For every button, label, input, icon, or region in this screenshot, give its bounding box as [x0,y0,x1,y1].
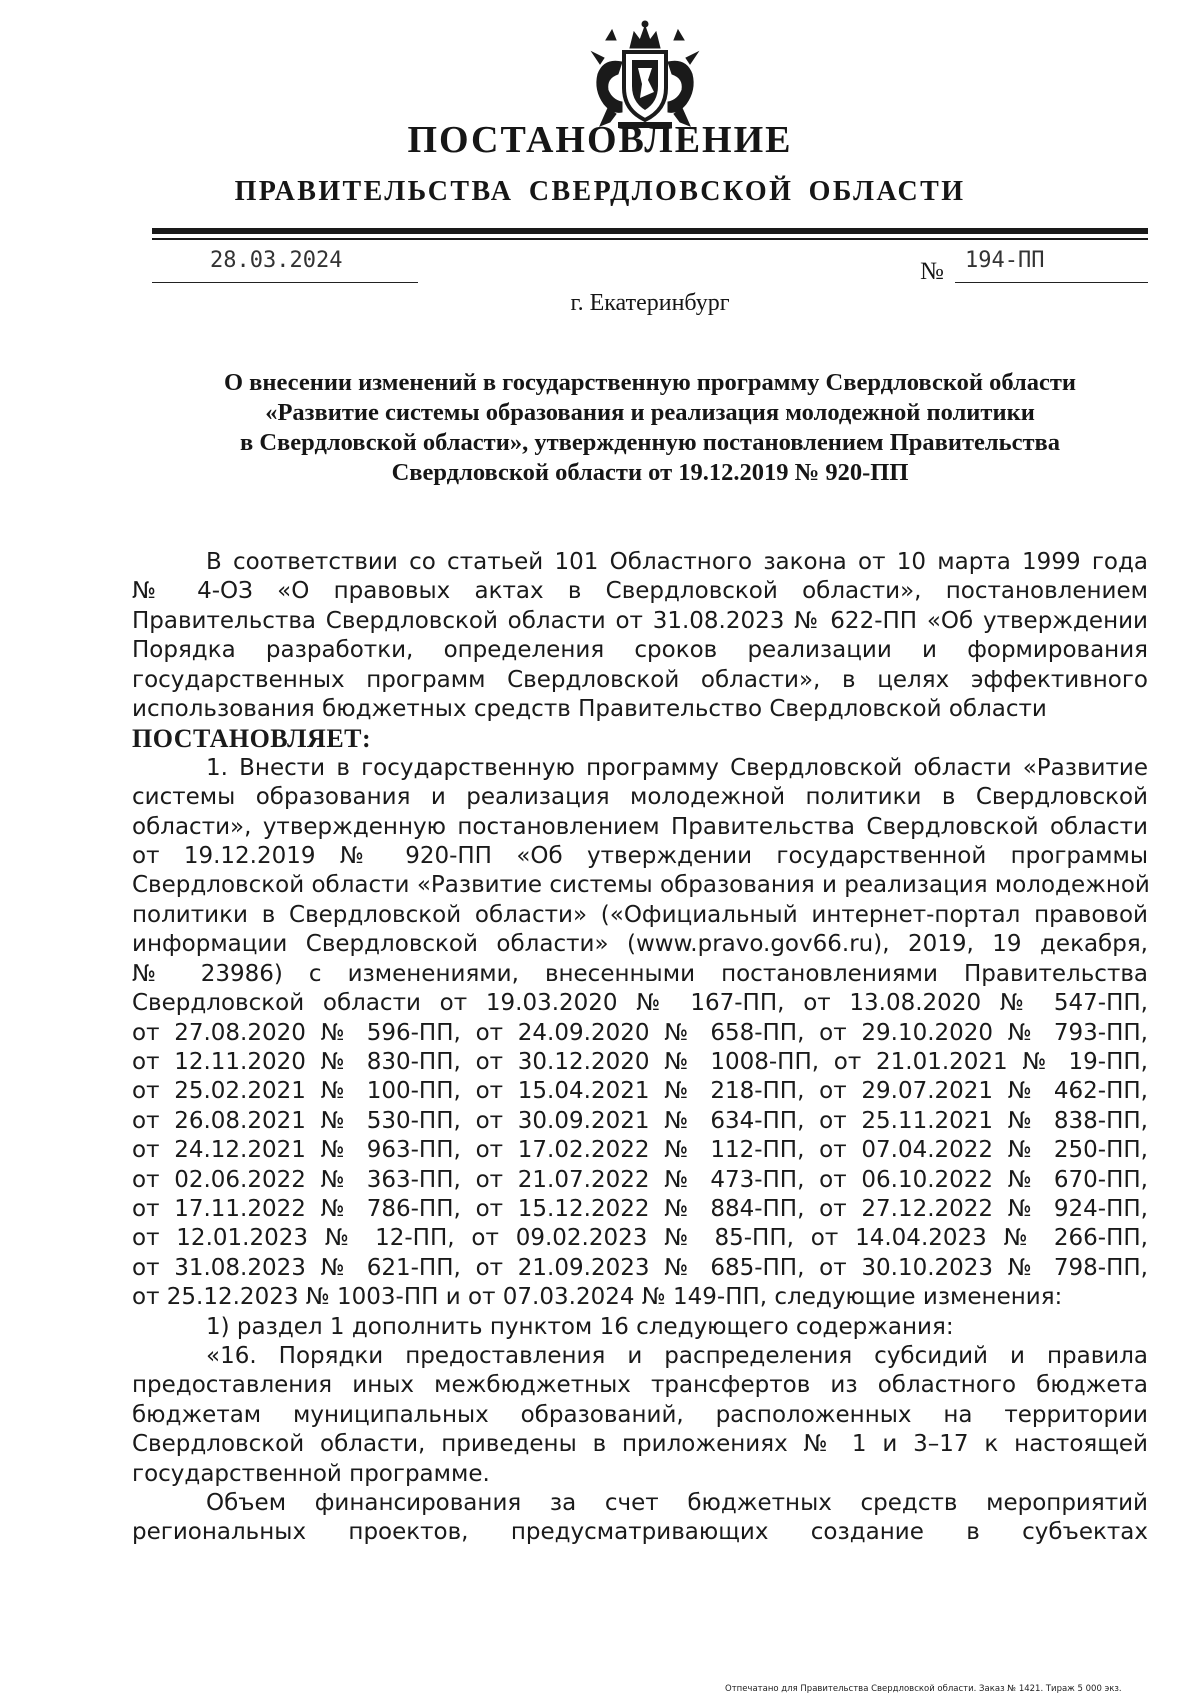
body-line: от 17.11.2022 № 786-ПП, от 15.12.2022 № 884-ПП, от 27.12.2022 № 924-ПП, [132,1195,1148,1222]
body-line: от 25.02.2021 № 100-ПП, от 15.04.2021 № 218-ПП, от 29.07.2021 № 462-ПП, [132,1078,1148,1105]
body-line: от 25.12.2023 № 1003-ПП и от 07.03.2024 № 149-ПП, следующие изменения: [132,1284,1063,1311]
heading-line: О внесении изменений в государственную программу Свердловской области [223,369,1077,396]
document-body [132,548,1148,1548]
body-line: 1. Внести в государственную программу Свердловской области «Развитие [206,754,1148,781]
body-line: от 02.06.2022 № 363-ПП, от 21.07.2022 № 473-ПП, от 06.10.2022 № 670-ПП, [132,1166,1148,1193]
heading-line: Свердловской области от 19.12.2019 № 920-ПП [391,459,909,486]
body-line: Объем финансирования за счет бюджетных средств мероприятий [206,1490,1148,1516]
body-line: государственных программ Свердловской области», в целях эффективного [132,666,1148,693]
print-note: Отпечатано для Правительства Свердловской области. Заказ № 1421. Тираж 5 000 экз. [725,1684,1122,1694]
body-line: бюджетам муниципальных образований, расположенных на территории [132,1401,1148,1428]
number-underline [955,282,1148,283]
body-line: Свердловской области «Развитие системы образования и реализация молодежной [132,872,1150,899]
issuing-authority: ПРАВИТЕЛЬСТВА СВЕРДЛОВСКОЙ ОБЛАСТИ [234,176,966,207]
body-line: В соответствии со статьей 101 Областного закона от 10 марта 1999 года [206,549,1148,575]
body-line: от 27.08.2020 № 596-ПП, от 24.09.2020 № 658-ПП, от 29.10.2020 № 793-ПП, [132,1019,1148,1046]
body-line: области», утвержденную постановлением Правительства Свердловской области [132,813,1148,840]
body-line: от 12.11.2020 № 830-ПП, от 30.12.2020 № 1008-ПП, от 21.01.2021 № 19-ПП, [132,1048,1148,1075]
body-line: предоставления иных межбюджетных трансфертов из областного бюджета [132,1372,1148,1399]
body-line: от 12.01.2023 № 12-ПП, от 09.02.2023 № 85-ПП, от 14.04.2023 № 266-ПП, [132,1225,1148,1252]
body-line: политики в Свердловской области» («Официальный интернет-портал правовой [132,901,1148,928]
header-rule-thin [152,238,1148,240]
document-heading [130,368,1170,488]
body-line: от 31.08.2023 № 621-ПП, от 21.09.2023 № 685-ПП, от 30.10.2023 № 798-ПП, [132,1254,1148,1281]
heading-line: «Развитие системы образования и реализация молодежной политики [265,399,1035,426]
body-line: Свердловской области от 19.03.2020 № 167-ПП, от 13.08.2020 № 547-ПП, [132,990,1148,1017]
header-rule-thick [152,228,1148,234]
coat-of-arms-icon [578,18,712,134]
body-line: от 19.12.2019 № 920-ПП «Об утверждении государственной программы [132,843,1148,870]
document-number: 194-ПП [965,248,1045,273]
number-sign: № [920,258,944,285]
body-line: системы образования и реализация молодежной политики в Свердловской [132,784,1148,811]
heading-line: в Свердловской области», утвержденную постановлением Правительства [239,429,1061,456]
body-line: «16. Порядки предоставления и распределения субсидий и правила [206,1342,1148,1369]
body-line: Порядка разработки, определения сроков реализации и формирования [132,637,1148,664]
body-line: использования бюджетных средств Правительство Свердловской области [132,696,1047,723]
document-date: 28.03.2024 [210,248,343,273]
body-line: государственной программе. [132,1460,490,1487]
body-line: № 23986) с изменениями, внесенными постановлениями Правительства [132,960,1148,987]
body-line: от 26.08.2021 № 530-ПП, от 30.09.2021 № 634-ПП, от 25.11.2021 № 838-ПП, [132,1107,1148,1134]
body-line: 1) раздел 1 дополнить пунктом 16 следующего содержания: [206,1313,954,1340]
decree-word: ПОСТАНОВЛЯЕТ: [132,724,372,754]
body-line: Правительства Свердловской области от 31.08.2023 № 622-ПП «Об утверждении [132,607,1148,634]
body-line: информации Свердловской области» (www.pravo.gov66.ru), 2019, 19 декабря, [132,931,1148,958]
city: г. Екатеринбург [570,290,730,316]
body-line: № 4-ОЗ «О правовых актах в Свердловской области», постановлением [132,578,1148,605]
body-line: от 24.12.2021 № 963-ПП, от 17.02.2022 № 112-ПП, от 07.04.2022 № 250-ПП, [132,1137,1148,1164]
document-type-title: ПОСТАНОВЛЕНИЕ [407,119,793,161]
body-line: Свердловской области, приведены в приложениях № 1 и 3–17 к настоящей [132,1431,1148,1458]
date-underline [152,282,418,283]
body-line: региональных проектов, предусматривающих создание в субъектах [132,1519,1148,1546]
